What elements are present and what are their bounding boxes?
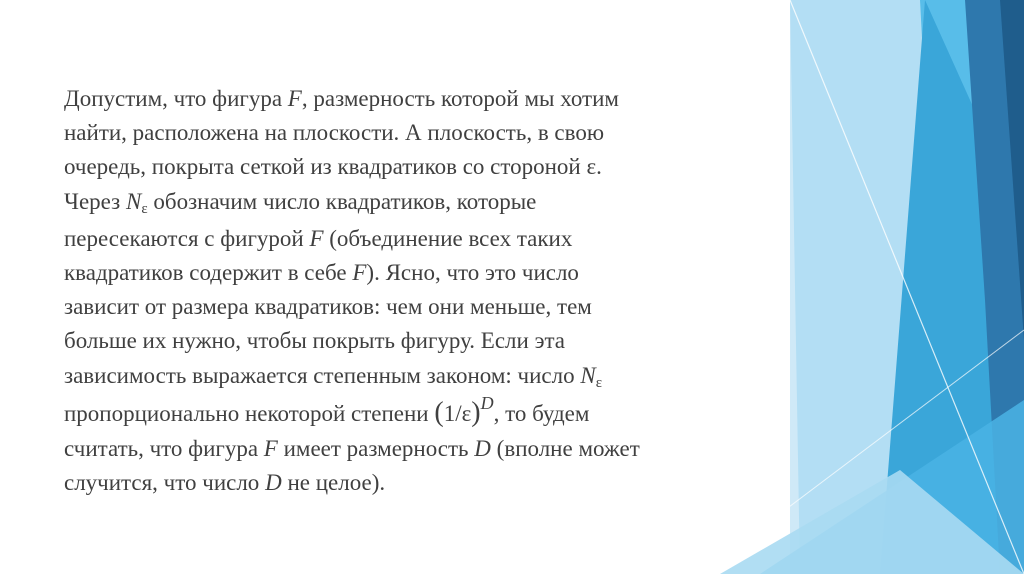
text-line — [64, 222, 744, 256]
text-run: обозначим число квадратиков, которые — [147, 188, 537, 214]
text-run: (объединение всех таких — [323, 225, 573, 251]
math-subscript-epsilon: ε — [595, 374, 602, 391]
math-symbol-d: D — [265, 470, 282, 496]
math-symbol-f: F — [263, 436, 278, 462]
text-line — [64, 324, 744, 358]
text-line — [64, 256, 744, 290]
text-run: зависит от размера квадратиков: чем они меньше, тем — [64, 294, 592, 320]
math-symbol-n: N — [580, 362, 596, 388]
text-run: зависимость выражается степенным законом: число — [64, 362, 581, 388]
text-run: ). Ясно, что это число — [366, 260, 579, 286]
text-run: пересекаются с фигурой — [64, 225, 310, 251]
text-line — [64, 185, 744, 222]
math-superscript-d: D — [480, 392, 494, 413]
text-line — [64, 432, 744, 466]
text-run: считать, что фигура — [64, 436, 264, 462]
text-run: не целое). — [281, 470, 386, 496]
text-line — [64, 392, 744, 432]
text-run: случится, что число — [64, 470, 266, 496]
text-run: квадратиков содержит в себе — [64, 260, 353, 286]
text-run: найти, расположена на плоскости. А плоскость, в свою — [64, 120, 605, 146]
text-run: очередь, покрыта сеткой из квадратиков со стороной — [64, 154, 587, 180]
math-symbol-f: F — [309, 225, 324, 251]
math-open-paren: ( — [434, 396, 444, 428]
math-close-paren: ) — [471, 396, 481, 428]
text-run: Допустим, что фигура — [64, 86, 288, 111]
text-run: пропорционально некоторой степени — [64, 400, 435, 426]
text-run: , размерность которой мы хотим — [301, 86, 619, 111]
text-line — [64, 466, 744, 500]
text-run: (вполне может — [490, 436, 640, 462]
math-symbol-d: D — [474, 436, 491, 462]
text-line — [64, 359, 744, 396]
text-line — [64, 82, 744, 116]
text-run: Через — [64, 188, 126, 214]
text-line — [64, 150, 744, 184]
math-symbol-epsilon: ε — [586, 154, 597, 180]
math-symbol-n: N — [125, 188, 142, 214]
text-line — [64, 116, 744, 150]
text-line — [64, 290, 744, 324]
text-run: имеет размерность — [277, 436, 475, 462]
text-run: . — [596, 154, 602, 180]
math-subscript-epsilon: ε — [141, 200, 148, 217]
text-run: , то будем — [493, 400, 590, 426]
math-symbol-f: F — [352, 260, 367, 286]
math-symbol-f: F — [287, 86, 302, 111]
text-run: больше их нужно, чтобы покрыть фигуру. Если эта — [64, 328, 565, 354]
slide-body-paragraph — [64, 82, 744, 500]
math-fraction: 1/ε — [443, 400, 472, 426]
